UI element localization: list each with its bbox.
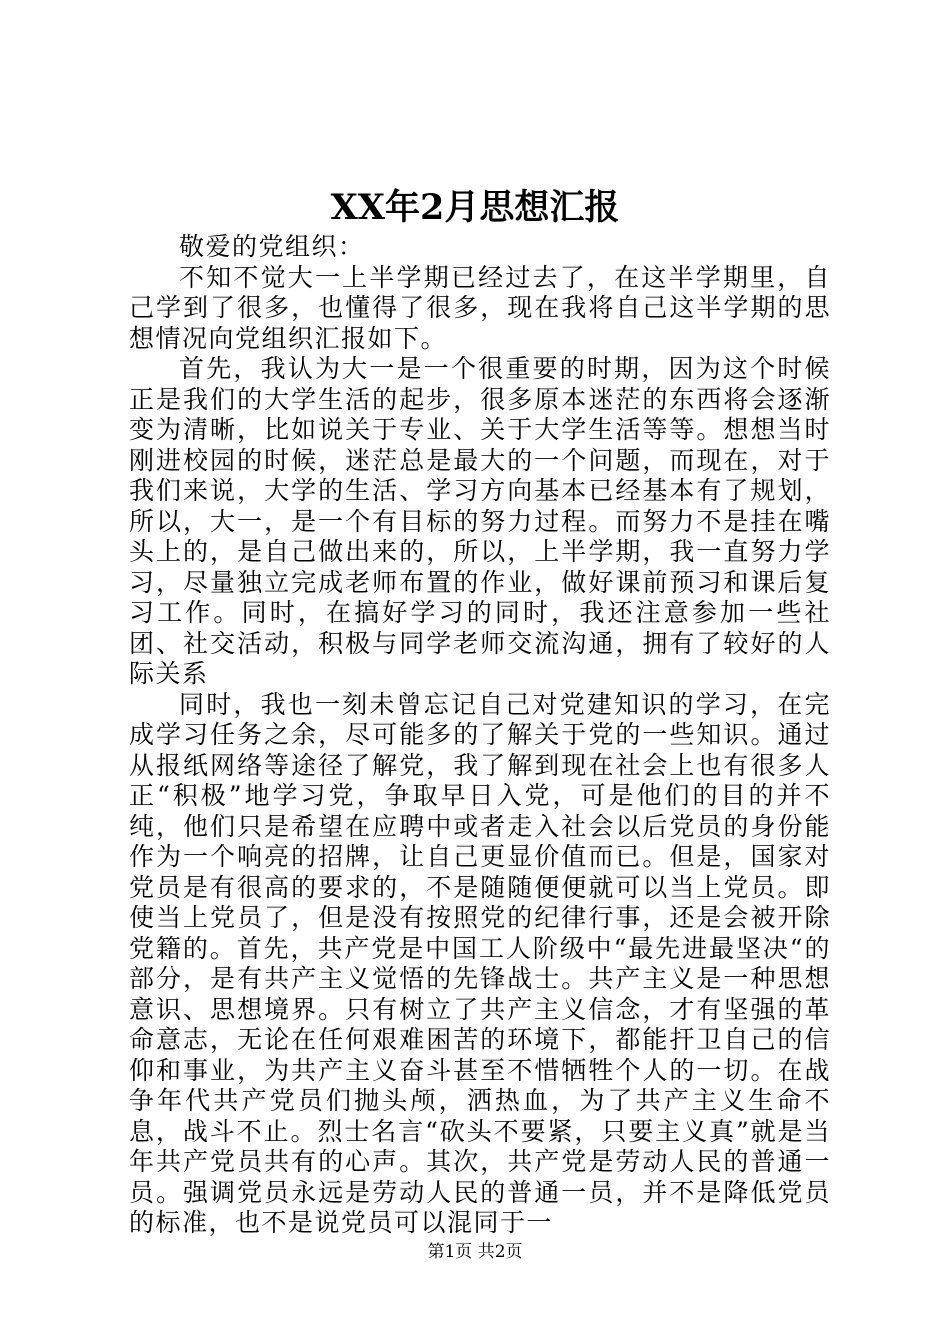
salutation: 敬爱的党组织：: [179, 232, 365, 261]
document-title: XX年2月思想汇报: [330, 187, 620, 228]
page-number-footer: 第1页 共2页: [427, 1242, 523, 1262]
document-body: [129, 232, 831, 1239]
paragraph-1: 不知不觉大一上半学期已经过去了，在这半学期里，自己学到了很多，也懂得了很多，现在我将自己这半学期的思想情况向党组织汇报如下。: [129, 262, 831, 353]
paragraph-2: 首先，我认为大一是一个很重要的时期，因为这个时候正是我们的大学生活的起步，很多原本迷茫的东西将会逐渐变为清晰，比如说关于专业、关于大学生活等等。想想当时刚进校园的时候，迷茫总是最大的一个问题，而现在，对于我们来说，大学的生活、学习方向基本已经基本有了规划，所以，大一，是一个有目标的努力过程。而努力不是挂在嘴头上的，是自己做出来的，所以，上半学期，我一直努力学习，尽量独立完成老师布置的作业，做好课前预习和课后复习工作。同时，在搞好学习的同时，我还注意参加一些社团、社交活动，积极与同学老师交流沟通，拥有了较好的人际关系: [129, 354, 831, 688]
paragraph-3: 同时，我也一刻未曾忘记自己对党建知识的学习，在完成学习任务之余，尽可能多的了解关于党的一些知识。通过从报纸网络等途径了解党，我了解到现在社会上也有很多人正“积极”地学习党，争取早日入党，可是他们的目的并不纯，他们只是希望在应聘中或者走入社会以后党员的身份能作为一个响亮的招牌，让自己更显价值而已。但是，国家对党员是有很高的要求的，不是随随便便就可以当上党员。即使当上党员了，但是没有按照党的纪律行事，还是会被开除党籍的。首先，共产党是中国工人阶级中“最先进最坚决“的部分，是有共产主义觉悟的先锋战士。共产主义是一种思想意识、思想境界。只有树立了共产主义信念，才有坚强的革命意志，无论在任何艰难困苦的环境下，都能扞卫自己的信仰和事业，为共产主义奋斗甚至不惜牺牲个人的一切。在战争年代共产党员们抛头颅，洒热血，为了共产主义生命不息，战斗不止。烈士名言“砍头不要紧，只要主义真”就是当年共产党员共有的心声。其次，共产党是劳动人民的普通一员。强调党员永远是劳动人民的普通一员，并不是降低党员的标准，也不是说党员可以混同于一: [129, 689, 831, 1237]
